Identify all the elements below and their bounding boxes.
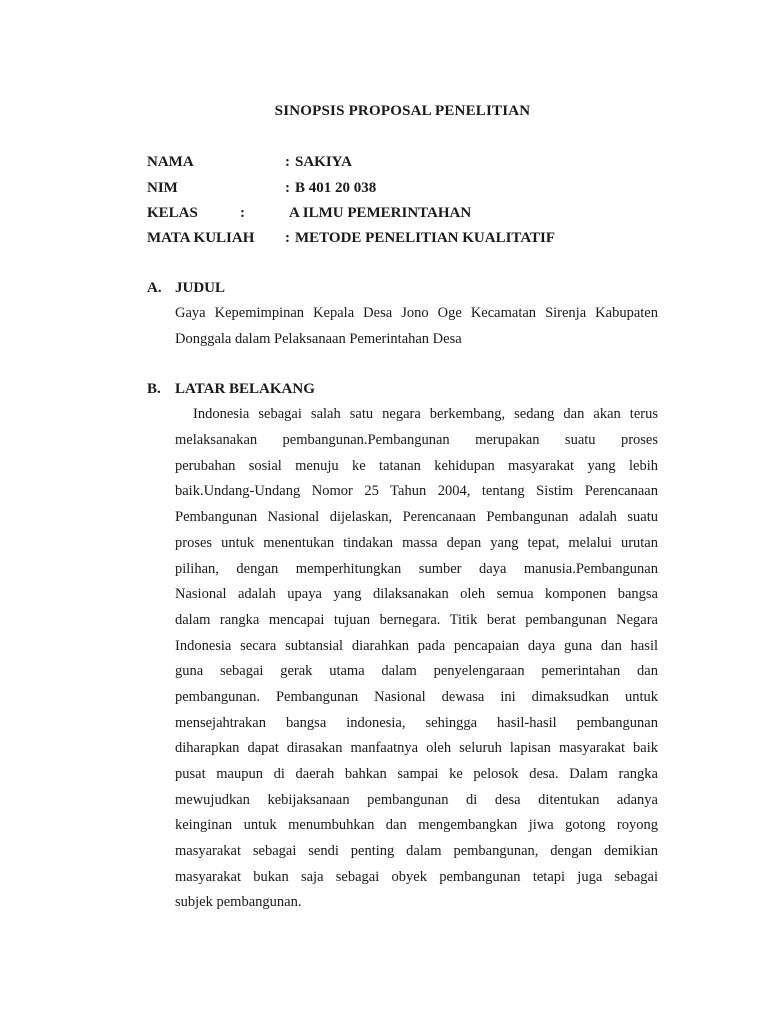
paragraph-line: masyarakat bukan saja sebagai obyek pembangunan tetapi juga sebagai: [175, 869, 658, 885]
paragraph-line: melaksanakan pembangunan.Pembangunan merupakan suatu proses: [175, 432, 658, 448]
paragraph-line: dalam rangka mencapai tujuan bernegara. Titik berat pembangunan Negara: [175, 612, 658, 628]
identity-value: SAKIYA: [295, 154, 352, 170]
identity-value: A ILMU PEMERINTAHAN: [289, 205, 472, 221]
paragraph-line: masyarakat sebagai sendi penting dalam pembangunan, dengan demikian: [175, 843, 658, 859]
section-letter: A.: [147, 280, 162, 296]
document-title: SINOPSIS PROPOSAL PENELITIAN: [274, 103, 531, 119]
identity-colon: :: [285, 180, 290, 196]
paragraph-line: mewujudkan kebijaksanaan pembangunan di desa ditentukan adanya: [175, 792, 658, 808]
section-heading-latar-belakang: [0, 378, 768, 400]
identity-label: MATA KULIAH: [147, 230, 255, 246]
paragraph-line: Nasional adalah upaya yang dilaksanakan oleh semua komponen bangsa: [175, 586, 658, 602]
identity-label: NAMA: [147, 154, 194, 170]
paragraph-line: Indonesia sebagai salah satu negara berkembang, sedang dan akan terus: [193, 406, 658, 422]
paragraph-line: mensejahtrakan bangsa indonesia, sehingga hasil-hasil pembangunan: [175, 715, 658, 731]
paragraph-line: Pembangunan Nasional dijelaskan, Perencanaan Pembangunan adalah suatu: [175, 509, 658, 525]
section-letter: B.: [147, 381, 161, 397]
paragraph-line: pusat maupun di daerah bahkan sampai ke pelosok desa. Dalam rangka: [175, 766, 658, 782]
identity-colon: :: [240, 205, 245, 221]
identity-label: KELAS: [147, 205, 198, 221]
paragraph-line: baik.Undang-Undang Nomor 25 Tahun 2004, tentang Sistim Perencanaan: [175, 483, 658, 499]
paragraph-line: pilihan, dengan memperhitungkan sumber daya manusia.Pembangunan: [175, 561, 658, 577]
paragraph-line: Indonesia secara subtansial diarahkan pada pencapaian daya guna dan hasil: [175, 638, 658, 654]
paragraph-line: perubahan sosial menuju ke tatanan kehidupan masyarakat yang lebih: [175, 458, 658, 474]
identity-value: B 401 20 038: [295, 180, 377, 196]
identity-colon: :: [285, 154, 290, 170]
paragraph-line: diharapkan dapat dirasakan manfaatnya oleh seluruh lapisan masyarakat baik: [175, 740, 658, 756]
identity-label: NIM: [147, 180, 178, 196]
paragraph-line: Gaya Kepemimpinan Kepala Desa Jono Oge Kecamatan Sirenja Kabupaten: [175, 305, 658, 321]
paragraph-line: pembangunan. Pembangunan Nasional dewasa ini dimaksudkan untuk: [175, 689, 658, 705]
paragraph-line: proses untuk menentukan tindakan massa depan yang tepat, melalui urutan: [175, 535, 658, 551]
paragraph-line: keinginan untuk menumbuhkan dan mengembangkan jiwa gotong royong: [175, 817, 658, 833]
section-title: JUDUL: [175, 280, 226, 296]
identity-colon: :: [285, 230, 290, 246]
section-heading-judul: [0, 277, 768, 299]
section-title: LATAR BELAKANG: [175, 381, 315, 397]
paragraph-line: Donggala dalam Pelaksanaan Pemerintahan Desa: [175, 331, 462, 347]
paragraph-line: subjek pembangunan.: [175, 894, 302, 910]
paragraph-line: guna sebagai gerak utama dalam penyelengaraan pemerintahan dan: [175, 663, 658, 679]
identity-value: METODE PENELITIAN KUALITATIF: [295, 230, 556, 246]
